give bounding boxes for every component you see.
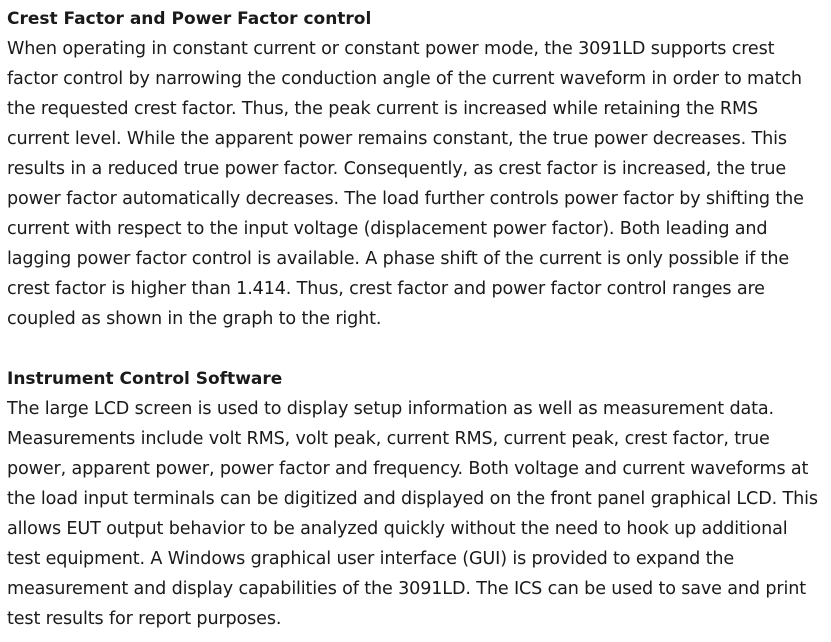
text-line: the load input terminals can be digitized and displayed on the front panel graphical LCD. This [7,489,818,509]
text-line: crest factor is higher than 1.414. Thus, crest factor and power factor control ranges are [7,279,765,299]
text-line: measurement and display capabilities of the 3091LD. The ICS can be used to save and print [7,579,806,599]
section-paragraph [7,394,829,634]
text-line: test results for report purposes. [7,609,282,629]
text-line: Measurements include volt RMS, volt peak, current RMS, current peak, crest factor, true [7,429,770,449]
text-line: factor control by narrowing the conduction angle of the current waveform in order to match [7,69,802,89]
section-paragraph [7,34,829,334]
text-line: current level. While the apparent power remains constant, the true power decreases. This [7,129,787,149]
document-body [7,4,829,634]
text-line: results in a reduced true power factor. Consequently, as crest factor is increased, the true [7,159,787,179]
text-line: coupled as shown in the graph to the right. [7,309,382,329]
text-line: power factor automatically decreases. The load further controls power factor by shifting the [7,189,804,209]
text-line: test equipment. A Windows graphical user interface (GUI) is provided to expand the [7,549,734,569]
text-line: allows EUT output behavior to be analyzed quickly without the need to hook up additional [7,519,788,539]
section-crest-factor [7,4,829,334]
text-line: power, apparent power, power factor and frequency. Both voltage and current waveforms at [7,459,809,479]
text-line: current with respect to the input voltage (displacement power factor). Both leading and [7,219,768,239]
text-line: the requested crest factor. Thus, the peak current is increased while retaining the RMS [7,99,758,119]
text-line: lagging power factor control is available. A phase shift of the current is only possible if the [7,249,790,269]
section-heading: Instrument Control Software [7,369,283,389]
section-heading: Crest Factor and Power Factor control [7,9,372,29]
section-instrument-control-software [7,364,829,634]
text-line: When operating in constant current or constant power mode, the 3091LD supports crest [7,39,775,59]
text-line: The large LCD screen is used to display setup information as well as measurement data. [7,399,774,419]
